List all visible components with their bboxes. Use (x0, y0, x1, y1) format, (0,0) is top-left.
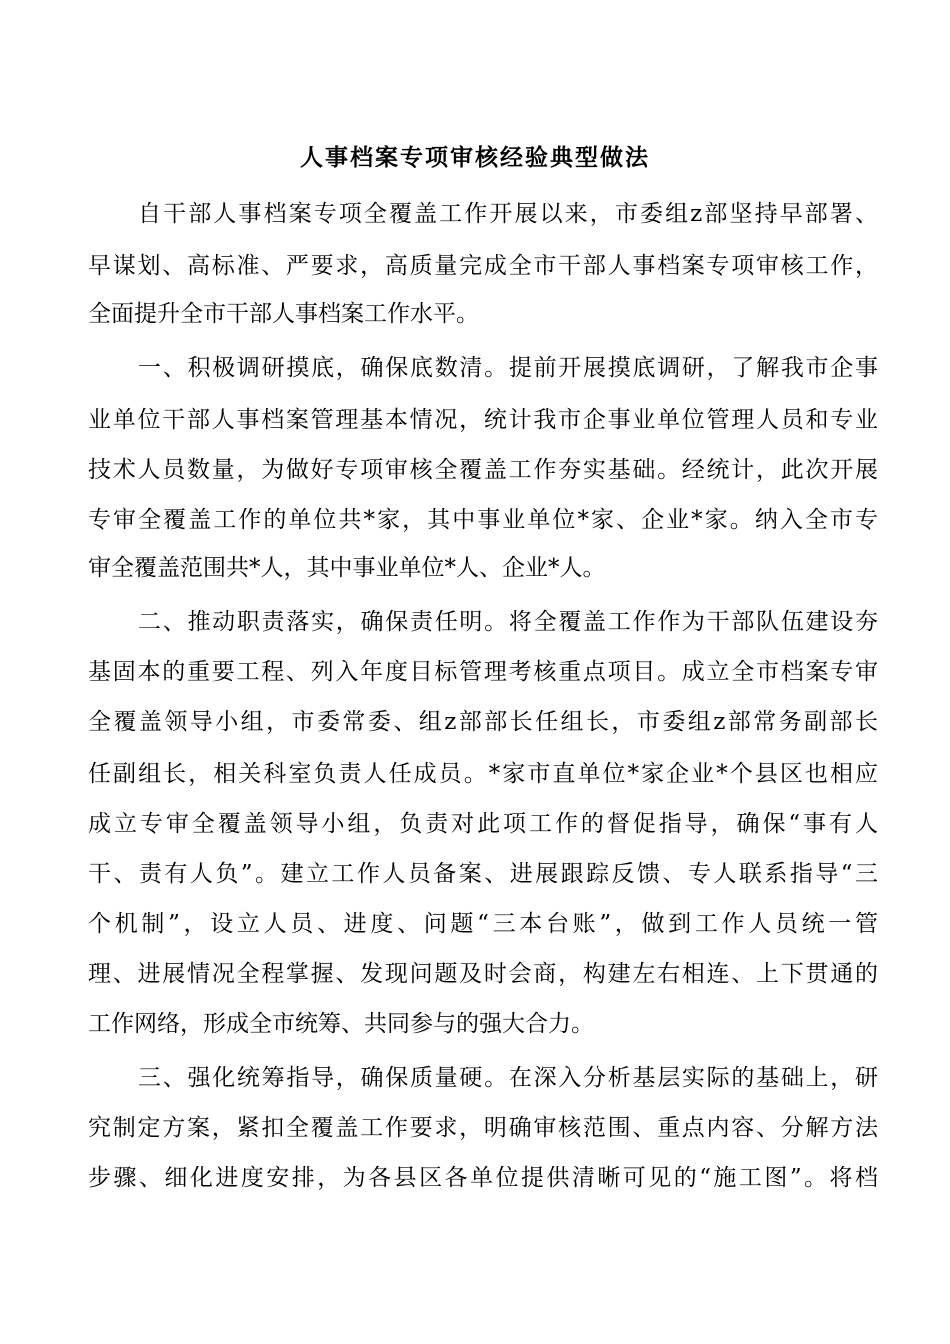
paragraph-line: 基固本的重要工程、列入年度目标管理考核重点项目。成立全市档案专审 (88, 659, 878, 685)
paragraph-line: 技术人员数量，为做好专项审核全覆盖工作夯实基础。经统计，此次开展 (88, 457, 878, 483)
paragraph-line: 二、推动职责落实，确保责任明。将全覆盖工作作为干部队伍建设夯 (138, 609, 878, 635)
paragraph-line: 任副组长，相关科室负责人任成员。*家市直单位*家企业*个县区也相应 (88, 761, 878, 787)
paragraph-line: 个机制”，设立人员、进度、问题“三本台账”，做到工作人员统一管 (88, 911, 878, 937)
paragraph-line: 自干部人事档案专项全覆盖工作开展以来，市委组z部坚持早部署、 (138, 201, 878, 227)
paragraph-line: 专审全覆盖工作的单位共*家，其中事业单位*家、企业*家。纳入全市专 (88, 507, 878, 533)
paragraph-line: 理、进展情况全程掌握、发现问题及时会商，构建左右相连、上下贯通的 (88, 961, 878, 987)
paragraph-line: 工作网络，形成全市统筹、共同参与的强大合力。 (88, 1011, 594, 1037)
paragraph-line: 究制定方案，紧扣全覆盖工作要求，明确审核范围、重点内容、分解方法 (88, 1115, 878, 1141)
document-title: 人事档案专项审核经验典型做法 (300, 144, 650, 171)
paragraph-line: 全覆盖领导小组，市委常委、组z部部长任组长，市委组z部常务副部长 (88, 709, 878, 735)
paragraph-line: 一、积极调研摸底，确保底数清。提前开展摸底调研，了解我市企事 (138, 355, 878, 381)
paragraph-line: 干、责有人负”。建立工作人员备案、进展跟踪反馈、专人联系指导“三 (88, 861, 878, 887)
paragraph-line: 业单位干部人事档案管理基本情况，统计我市企事业单位管理人员和专业 (88, 407, 878, 433)
paragraph-line: 全面提升全市干部人事档案工作水平。 (88, 301, 479, 327)
paragraph-line: 早谋划、高标准、严要求，高质量完成全市干部人事档案专项审核工作， (88, 253, 878, 279)
paragraph-line: 审全覆盖范围共*人，其中事业单位*人、企业*人。 (88, 555, 606, 581)
paragraph-line: 步骤、细化进度安排，为各县区各单位提供清晰可见的“施工图”。将档 (88, 1165, 878, 1191)
paragraph-line: 成立专审全覆盖领导小组，负责对此项工作的督促指导，确保“事有人 (88, 811, 878, 837)
paragraph-line: 三、强化统筹指导，确保质量硬。在深入分析基层实际的基础上，研 (138, 1065, 878, 1091)
